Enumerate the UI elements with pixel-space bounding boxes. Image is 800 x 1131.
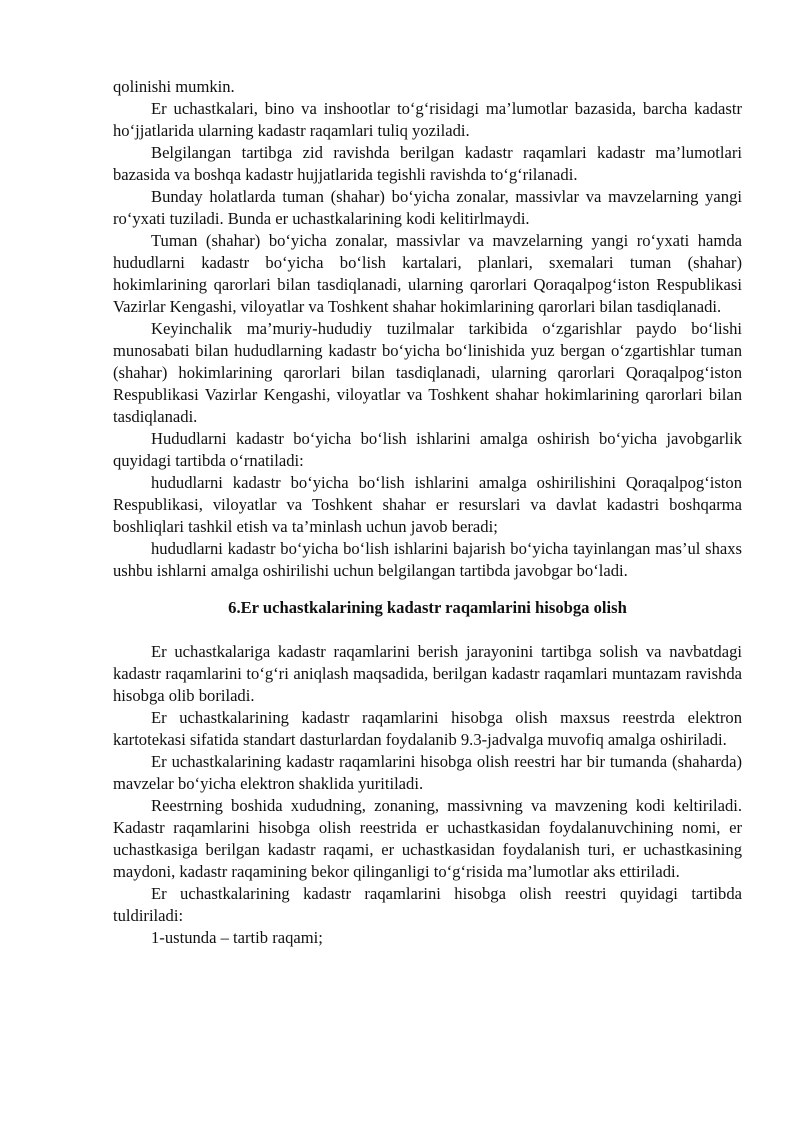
paragraph: 1-ustunda – tartib raqami; (151, 928, 323, 947)
paragraph: Belgilangan tartibga zid ravishda berilgan kadastr raqamlari kadastr ma’lumotlari bazasida va boshqa kadastr hujjatlarida tegishli ravishda to‘g‘rilanadi. (113, 143, 742, 184)
paragraph: Er uchastkalarining kadastr raqamlarini hisobga olish reestri har bir tumanda (shaharda) mavzelar bo‘yicha elektron shaklida yuritiladi. (113, 752, 742, 793)
paragraph: hududlarni kadastr bo‘yicha bo‘lish ishlarini amalga oshirilishini Qoraqalpog‘iston Respublikasi, viloyatlar va Toshkent shahar er resurslari va davlat kadastri boshqarma boshliqlari tashkil etish va ta’minlash uchun javob beradi; (113, 473, 742, 536)
paragraph: Hududlarni kadastr bo‘yicha bo‘lish ishlarini amalga oshirish bo‘yicha javobgarlik quyidagi tartibda o‘rnatiladi: (113, 429, 742, 470)
document-page (113, 76, 742, 949)
paragraph: Tuman (shahar) bo‘yicha zonalar, massivlar va mavzelarning yangi ro‘yxati hamda hududlarni kadastr bo‘yicha bo‘lish kartalari, planlari, sxemalari tuman (shahar) hokimlarining qarorlari bilan tasdiqlanadi, ularning qarorlari Qoraqalpog‘iston Respublikasi Vazirlar Kengashi, viloyatlar va Toshkent shahar hokimlarining qarorlari bilan tasdiqlanadi. (113, 231, 742, 316)
paragraph: qolinishi mumkin. (113, 77, 235, 96)
section-heading: 6.Er uchastkalarining kadastr raqamlarini hisobga olish (228, 598, 627, 617)
paragraph: Keyinchalik ma’muriy-hududiy tuzilmalar tarkibida o‘zgarishlar paydo bo‘lishi munosabati bilan hududlarning kadastr bo‘yicha bo‘linishida yuz bergan o‘zgartishlar tuman (shahar) hokimlarining qarorlari bilan tasdiqlanadi, ularning qarorlari Qoraqalpog‘iston Respublikasi Vazirlar Kengashi, viloyatlar va Toshkent shahar hokimlarining qarorlari bilan tasdiqlanadi. (113, 319, 742, 426)
paragraph: Er uchastkalari, bino va inshootlar to‘g‘risidagi ma’lumotlar bazasida, barcha kadastr ho‘jjatlarida ularning kadastr raqamlari tuliq yoziladi. (113, 99, 742, 140)
paragraph: Er uchastkalarining kadastr raqamlarini hisobga olish reestri quyidagi tartibda tuldiriladi: (113, 884, 742, 925)
paragraph: Er uchastkalarining kadastr raqamlarini hisobga olish maxsus reestrda elektron kartotekasi sifatida standart dasturlardan foydalanib 9.3-jadvalga muvofiq amalga oshiriladi. (113, 708, 742, 749)
paragraph: Er uchastkalariga kadastr raqamlarini berish jarayonini tartibga solish va navbatdagi kadastr raqamlarini to‘g‘ri aniqlash maqsadida, berilgan kadastr raqamlari muntazam ravishda hisobga olib boriladi. (113, 642, 742, 705)
paragraph: Bunday holatlarda tuman (shahar) bo‘yicha zonalar, massivlar va mavzelarning yangi ro‘yxati tuziladi. Bunda er uchastkalarining kodi kelitirlmaydi. (113, 187, 742, 228)
paragraph: hududlarni kadastr bo‘yicha bo‘lish ishlarini bajarish bo‘yicha tayinlangan mas’ul shaxs ushbu ishlarni amalga oshirilishi uchun belgilangan tartibda javobgar bo‘ladi. (113, 539, 742, 580)
paragraph: Reestrning boshida xududning, zonaning, massivning va mavzening kodi keltiriladi. Kadastr raqamlarini hisobga olish reestrida er uchastkasidan foydalanuvchining nomi, er uchastkasiga berilgan kadastr raqami, er uchastkasidan foydalanish turi, er uchastkasining maydoni, kadastr raqamining bekor qilinganligi to‘g‘risida ma’lumotlar aks ettiriladi. (113, 796, 742, 881)
